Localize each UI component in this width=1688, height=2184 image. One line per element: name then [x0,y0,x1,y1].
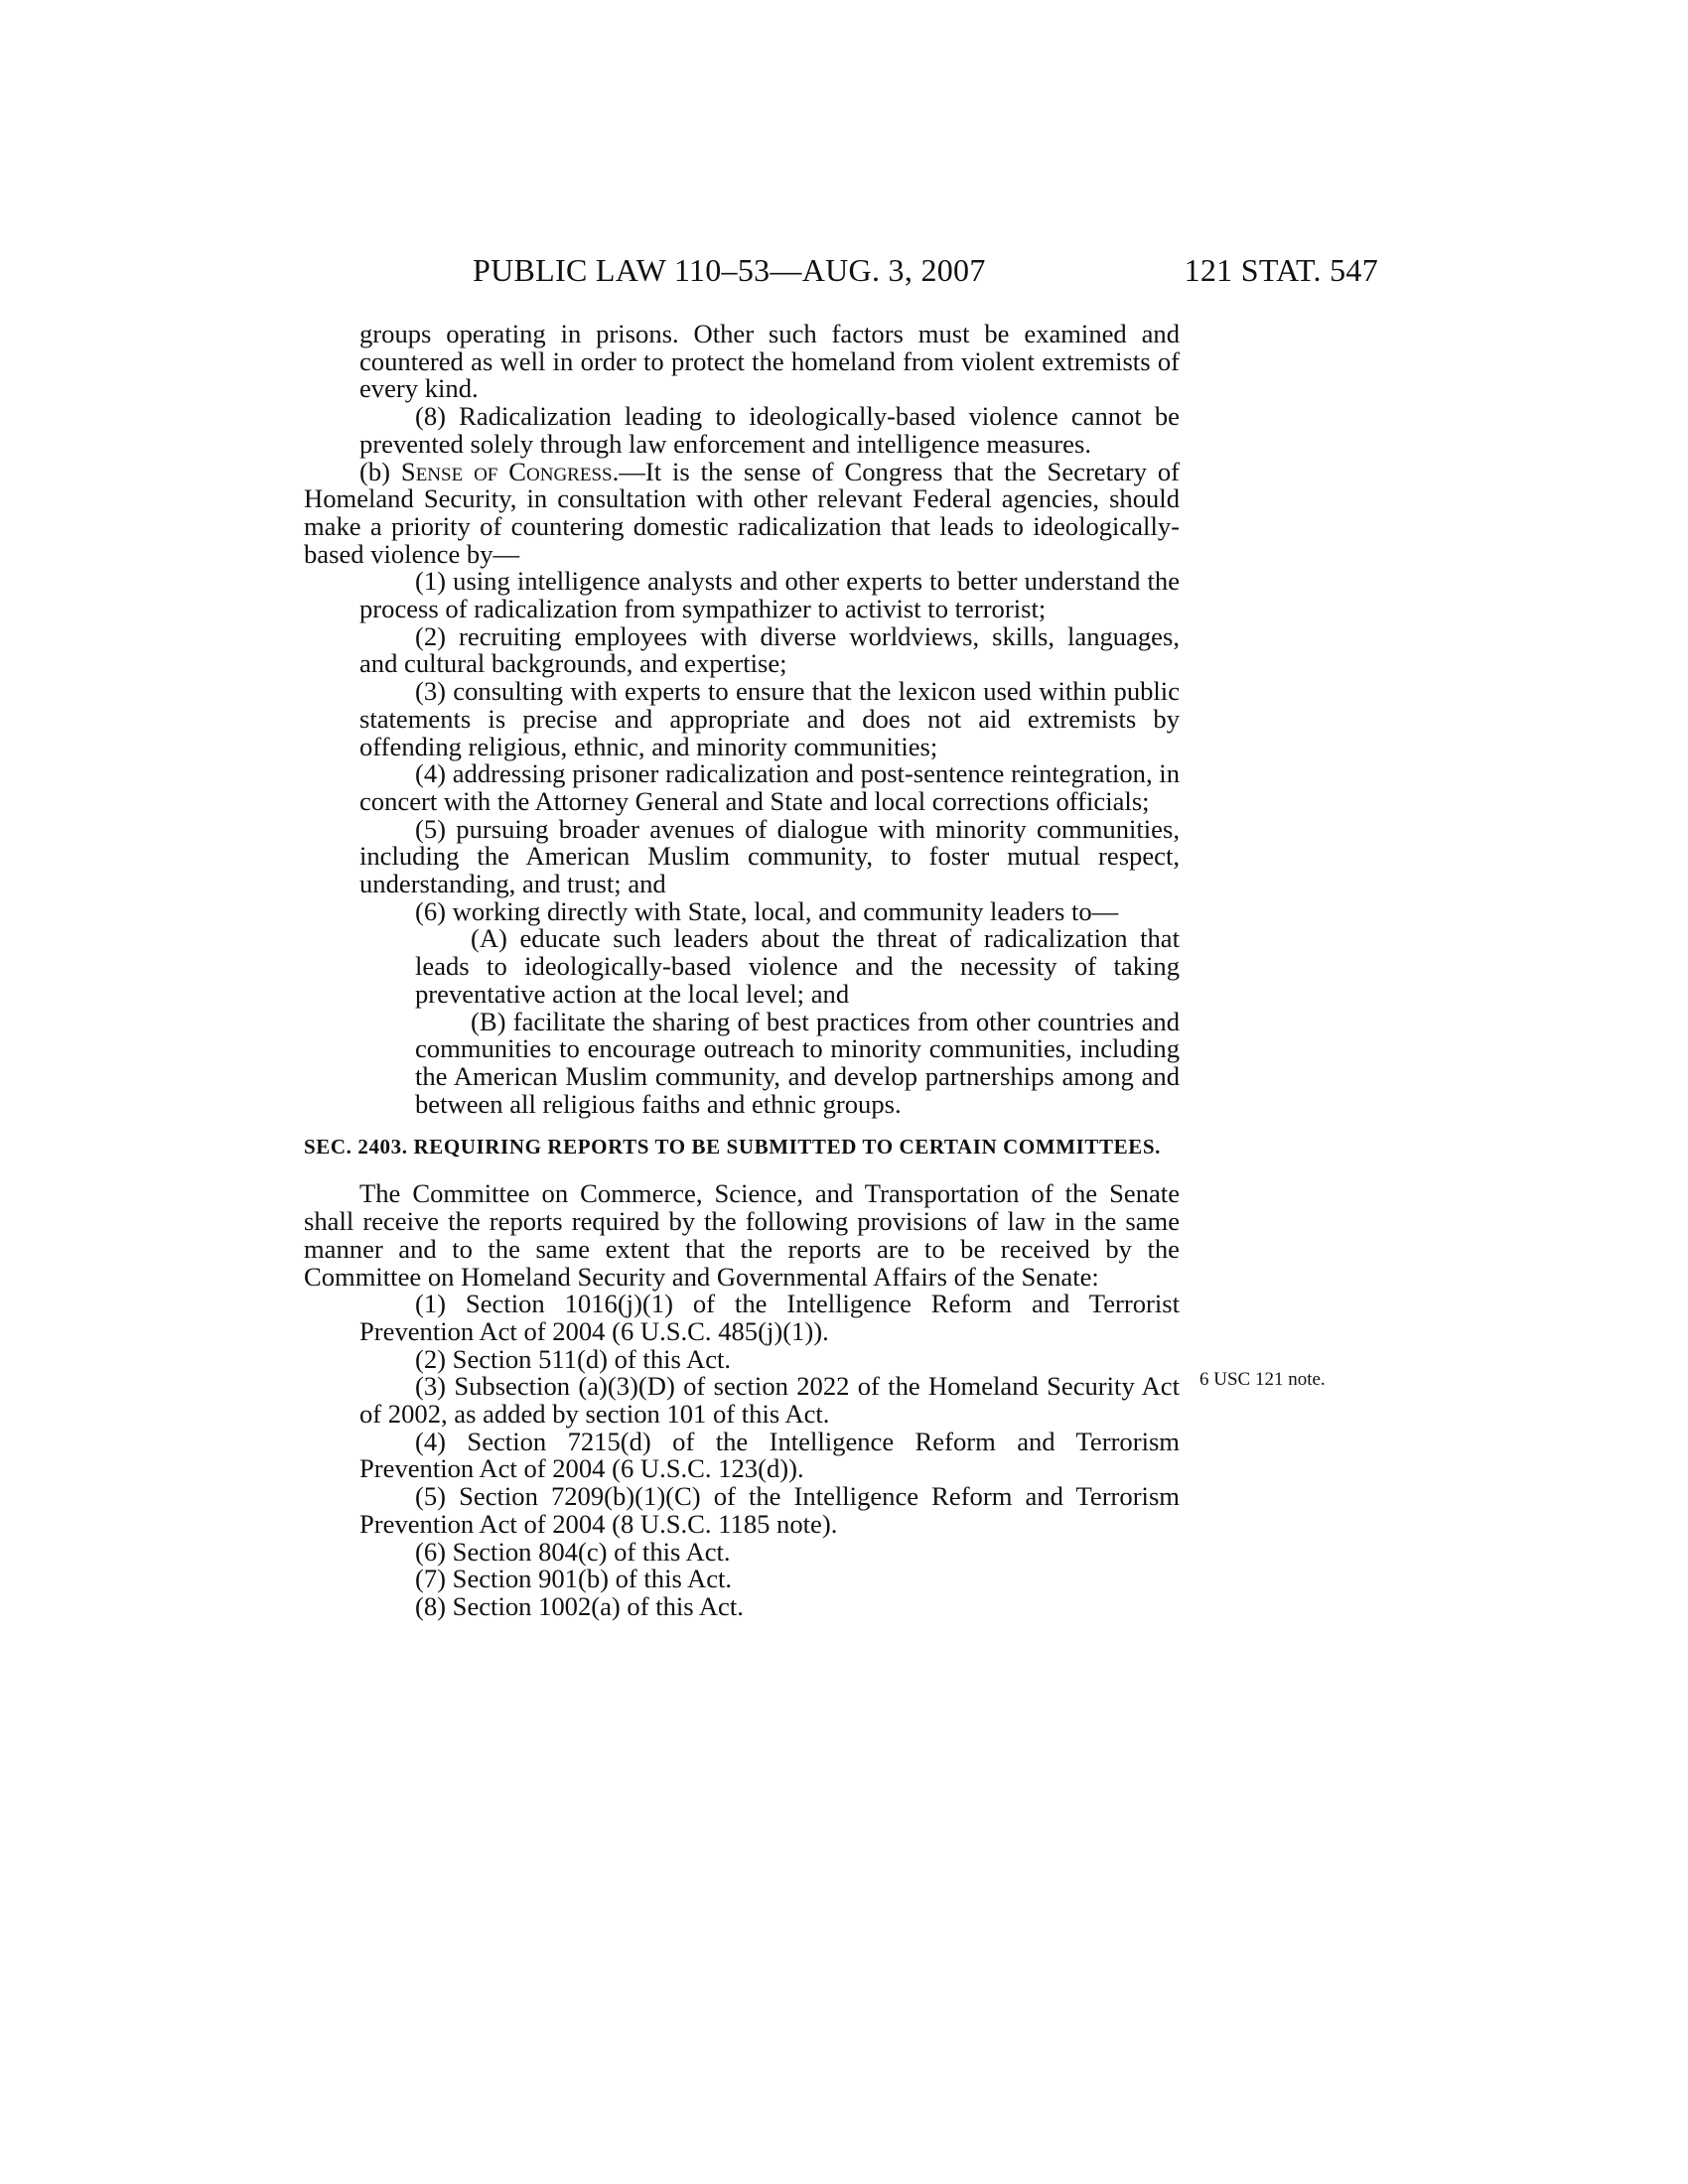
body-text [304,321,1180,1621]
subsection-b [304,456,1180,569]
section-2403-item: (3) Subsection (a)(3)(D) of section 2022 of the Homeland Security Act of 2002, as added by section 101 of this Act. [359,1371,1180,1430]
paragraph-8: (8) Radicalization leading to ideologically-based violence cannot be prevented solely through law enforcement and intelligence measures. [359,401,1180,459]
subsection-b-heading: Sense of Congress [400,456,613,486]
section-2403-intro: The Committee on Commerce, Science, and Transportation of the Senate shall receive the reports required by the following provisions of law in the same manner and to the same extent that the reports are to be received by the Committee on Homeland Security and Governmental Affairs of the Senate: [304,1178,1180,1292]
section-2403-heading: SEC. 2403. REQUIRING REPORTS TO BE SUBMITTED TO CERTAIN COMMITTEES. [304,1135,1161,1160]
clause-b-6: (6) working directly with State, local, and community leaders to— [415,895,1119,926]
clause-b-2: (2) recruiting employees with diverse worldviews, skills, languages, and cultural backgrounds, and expertise; [359,620,1180,679]
running-header [304,248,1378,292]
section-2403-item: (1) Section 1016(j)(1) of the Intelligence Reform and Terrorist Prevention Act of 2004 (6 U.S.C. 485(j)(1)). [359,1289,1180,1346]
section-2403-item: (7) Section 901(b) of this Act. [415,1564,733,1594]
clause-b-6-A: (A) educate such leaders about the threat of radicalization that leads to ideologically-based violence and the necessity of taking preventative action at the local level; and [415,923,1180,1009]
section-2403-item: (6) Section 804(c) of this Act. [415,1536,731,1567]
subsection-b-label: (b) [359,456,401,486]
section-2403-item: (8) Section 1002(a) of this Act. [415,1590,744,1621]
section-2403-item: (5) Section 7209(b)(1)(C) of the Intelligence Reform and Terrorism Prevention Act of 2004 (8 U.S.C. 1185 note). [359,1481,1180,1539]
clause-b-4: (4) addressing prisoner radicalization and post-sentence reintegration, in concert with the Attorney General and State and local corrections officials; [359,758,1180,816]
section-2403-item: (4) Section 7215(d) of the Intelligence Reform and Terrorism Prevention Act of 2004 (6 U.S.C. 123(d)). [359,1426,1180,1484]
paragraph-continued: groups operating in prisons. Other such factors must be examined and countered as well in order to protect the homeland from violent extremists of every kind. [359,319,1180,404]
clause-b-3: (3) consulting with experts to ensure that the lexicon used within public statements is precise and appropriate and does not aid extremists by offending religious, ethnic, and minority communities; [359,676,1180,761]
header-title: PUBLIC LAW 110–53—AUG. 3, 2007 [473,252,986,288]
section-2403-item: (2) Section 511(d) of this Act. [415,1343,732,1374]
clause-b-1: (1) using intelligence analysts and other experts to better understand the process of radicalization from sympathizer to activist to terrorist; [359,566,1180,624]
header-page-reference: 121 STAT. 547 [1184,252,1378,288]
subsection-b-text: .—It is the sense of Congress that the Secretary of Homeland Security, in consultation with other relevant Federal agencies, should make a priority of countering domestic radicalization that leads to ideologically-based violence by— [304,456,1180,569]
clause-b-5: (5) pursuing broader avenues of dialogue with minority communities, including the American Muslim community, to foster mutual respect, understanding, and trust; and [359,813,1180,899]
clause-b-6-B: (B) facilitate the sharing of best practices from other countries and communities to encourage outreach to minority communities, including the American Muslim community, and develop partnerships among and between all religious faiths and ethnic groups. [415,1006,1180,1119]
margin-note: 6 USC 121 note. [1199,1369,1326,1390]
